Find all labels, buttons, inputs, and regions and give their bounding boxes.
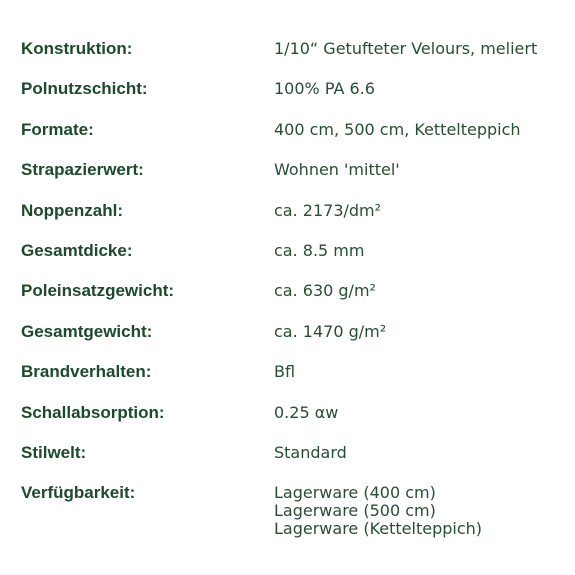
spec-label: Strapazierwert: [21,160,144,180]
spec-value: 100% PA 6.6 [274,79,375,99]
spec-row-noppenzahl [21,198,561,238]
spec-row-gesamtdicke [21,238,561,278]
spec-row-formate [21,117,561,157]
availability-item: Lagerware (500 cm) [274,501,436,521]
spec-value: Wohnen 'mittel' [274,160,400,180]
product-specs-table [21,36,561,538]
spec-label: Konstruktion: [21,39,133,58]
availability-item: Lagerware (400 cm) [274,483,436,503]
spec-label: Gesamtgewicht: [21,321,153,341]
spec-label: Brandverhalten: [21,362,152,382]
spec-row-stilwelt [21,440,561,480]
spec-label: Verfügbarkeit: [21,483,136,503]
spec-label: Noppenzahl: [21,200,123,220]
spec-value: ca. 2173/dm² [274,200,382,220]
spec-label: Gesamtdicke: [21,240,133,260]
spec-label: Stilwelt: [21,442,87,462]
spec-value: ca. 8.5 mm [274,240,365,260]
spec-row-polnutzschicht [21,76,561,116]
spec-row-strapazierwert [21,157,561,197]
spec-value: Standard [274,442,347,462]
spec-value: 1/10“ Getufteter Velours, meliert [274,39,538,58]
spec-label: Schallabsorption: [21,402,165,422]
spec-value: ca. 1470 g/m² [274,321,387,341]
spec-row-gesamtgewicht [21,319,561,359]
spec-label: Poleinsatzgewicht: [21,281,175,301]
spec-value: ca. 630 g/m² [274,281,376,301]
spec-value: 400 cm, 500 cm, Kettelteppich [274,119,521,139]
spec-row-konstruktion [21,36,561,76]
availability-item: Lagerware (Kettelteppich) [274,519,483,539]
spec-row-verfuegbarkeit [21,480,561,538]
spec-value: 0.25 αw [274,402,339,422]
availability-list [274,480,482,538]
spec-label: Formate: [21,119,94,139]
spec-row-poleinsatzgewicht [21,278,561,318]
spec-value: Bfl [274,362,296,382]
spec-label: Polnutzschicht: [21,79,148,99]
spec-row-brandverhalten [21,359,561,399]
spec-row-schallabsorption [21,400,561,440]
